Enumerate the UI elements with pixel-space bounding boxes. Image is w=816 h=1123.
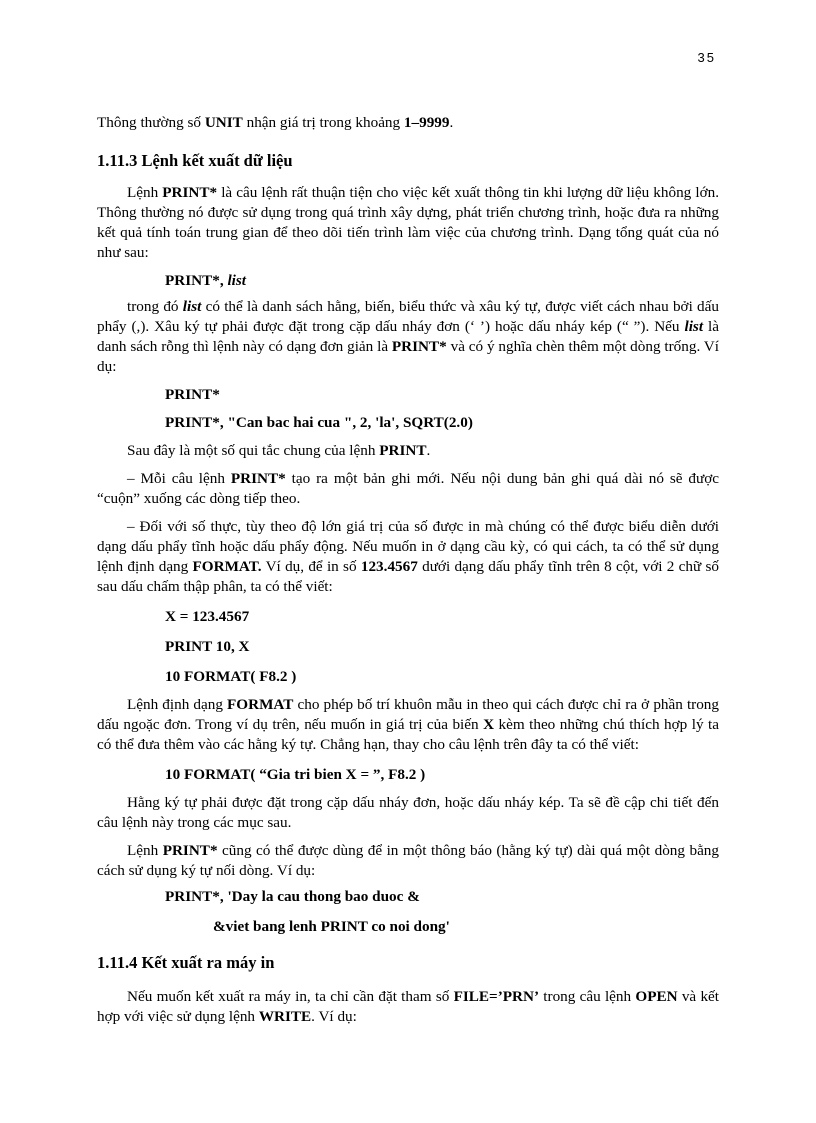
paragraph-rules: Sau đây là một số qui tắc chung của lệnh PRINT. [127,442,431,459]
paragraph-rule-1: – Mỗi câu lệnh PRINT* tạo ra một bản ghi mới. Nếu nội dung bản ghi quá dài nó sẽ được “cuộn” xuống các dòng tiếp theo. [97,470,720,507]
page-number: 35 [697,50,716,65]
code-line-long-1: PRINT*, 'Day la cau thong bao duoc & [165,888,420,905]
paragraph-format: Lệnh định dạng FORMAT cho phép bố trí khuôn mẫu in theo qui cách được chỉ ra ở phần trong dấu ngoặc đơn. Trong ví dụ trên, nếu muốn in giá trị của biến X kèm theo những chú thích hợp lý ta có thể đưa thêm vào các hằng ký tự. Chẳng hạn, thay cho câu lệnh trên đây ta có thể viết: [97,696,719,753]
paragraph-list: trong đó list có thể là danh sách hằng, biến, biểu thức và xâu ký tự, được viết cách nhau bởi dấu phẩy (,). Xâu ký tự phải được đặt trong cặp dấu nháy đơn (‘ ’) hoặc dấu nháy kép (“ ”). Nếu list là danh sách rỗng thì lệnh này có dạng đơn giản là PRINT* và có ý nghĩa chèn thêm một dòng trống. Ví dụ: [97,298,719,375]
paragraph-constants: Hằng ký tự phải được đặt trong cặp dấu nháy đơn, hoặc dấu nháy kép. Ta sẽ đề cập chi tiết đến câu lệnh này trong các mục sau. [97,794,719,831]
paragraph-print-intro: Lệnh PRINT* là câu lệnh rất thuận tiện cho việc kết xuất thông tin khi lượng dữ liệu không lớn. Thông thường nó được sử dụng trong quá trình xây dựng, phát triển chương trình, hoặc đưa ra những kết quả tính toán trung gian để theo dõi tiến trình làm việc của chương trình. Dạng tổng quát của nó như sau: [97,184,719,261]
document-body [97,113,719,1027]
code-line-print: PRINT* [165,386,220,403]
code-line-format: 10 FORMAT( F8.2 ) [165,668,297,685]
code-line-print-sqrt: PRINT*, "Can bac hai cua ", 2, 'la', SQRT(2.0) [165,414,473,431]
code-line-format-label: 10 FORMAT( “Gia tri bien X = ”, F8.2 ) [165,766,426,783]
code-line-long-2: &viet bang lenh PRINT co noi dong' [213,918,450,935]
paragraph-printer: Nếu muốn kết xuất ra máy in, ta chỉ cần đặt tham số FILE=’PRN’ trong câu lệnh OPEN và kết hợp với việc sử dụng lệnh WRITE. Ví dụ: [97,988,719,1025]
paragraph-rule-2: – Đối với số thực, tùy theo độ lớn giá trị của số được in mà chúng có thể được biểu diễn dưới dạng dấu phẩy tĩnh hoặc dấu phẩy động. Nếu muốn in ở dạng cầu kỳ, có qui cách, ta có thể sử dụng lệnh định dạng FORMAT. Ví dụ, để in số 123.4567 dưới dạng dấu phẩy tĩnh trên 8 cột, với 2 chữ số sau dấu chấm thập phân, ta có thể viết: [97,518,719,595]
code-line-print-x: PRINT 10, X [165,638,250,655]
paragraph-long-message: Lệnh PRINT* cũng có thể được dùng để in một thông báo (hằng ký tự) dài quá một dòng bằng cách sử dụng ký tự nối dòng. Ví dụ: [97,842,719,879]
section-heading-1-11-4: 1.11.4 Kết xuất ra máy in [97,953,275,972]
code-print-list: PRINT*, list [165,272,247,289]
section-heading-1-11-3: 1.11.3 Lệnh kết xuất dữ liệu [97,151,293,170]
paragraph-unit: Thông thường số UNIT nhận giá trị trong khoảng 1–9999. [97,114,454,131]
code-line-assign: X = 123.4567 [165,608,250,625]
